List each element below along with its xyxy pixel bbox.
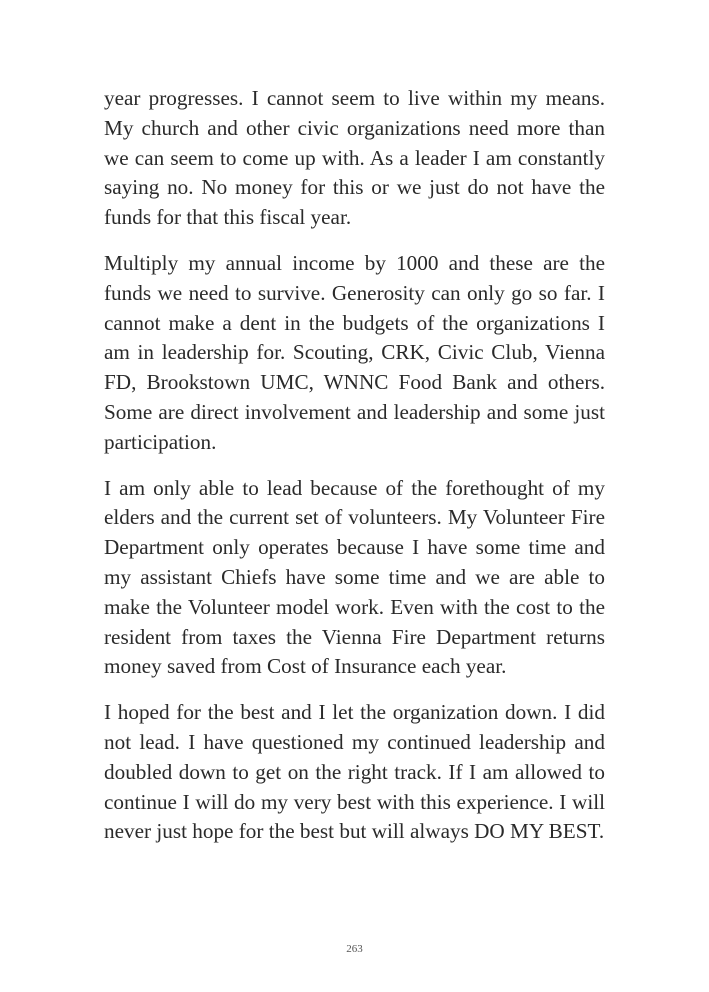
page-number: 263: [346, 943, 363, 955]
paragraph-4: I hoped for the best and I let the organization down. I did not lead. I have questioned my continued leadership and doubled down to get on the right track. If I am allowed to continue I will do my very best with this experience. I will never just hope for the best but will always DO MY BEST.: [104, 700, 605, 844]
paragraph-3: I am only able to lead because of the forethought of my elders and the current set of volunteers. My Volunteer Fire Department only operates because I have some time and my assistant Chiefs have some time and we are able to make the Volunteer model work. Even with the cost to the resident from taxes the Vienna Fire Department returns money saved from Cost of Insurance each year.: [104, 475, 605, 679]
page-body: [104, 84, 605, 863]
paragraph-1: year progresses. I cannot seem to live within my means. My church and other civic organizations need more than we can seem to come up with. As a leader I am constantly saying no. No money for this or we just do not have the funds for that this fiscal year.: [104, 86, 605, 230]
paragraph-2: Multiply my annual income by 1000 and these are the funds we need to survive. Generosity can only go so far. I cannot make a dent in the budgets of the organizations I am in leadership for. Scouting, CRK, Civic Club, Vienna FD, Brookstown UMC, WNNC Food Bank and others. Some are direct involvement and leadership and some just participation.: [104, 250, 605, 454]
